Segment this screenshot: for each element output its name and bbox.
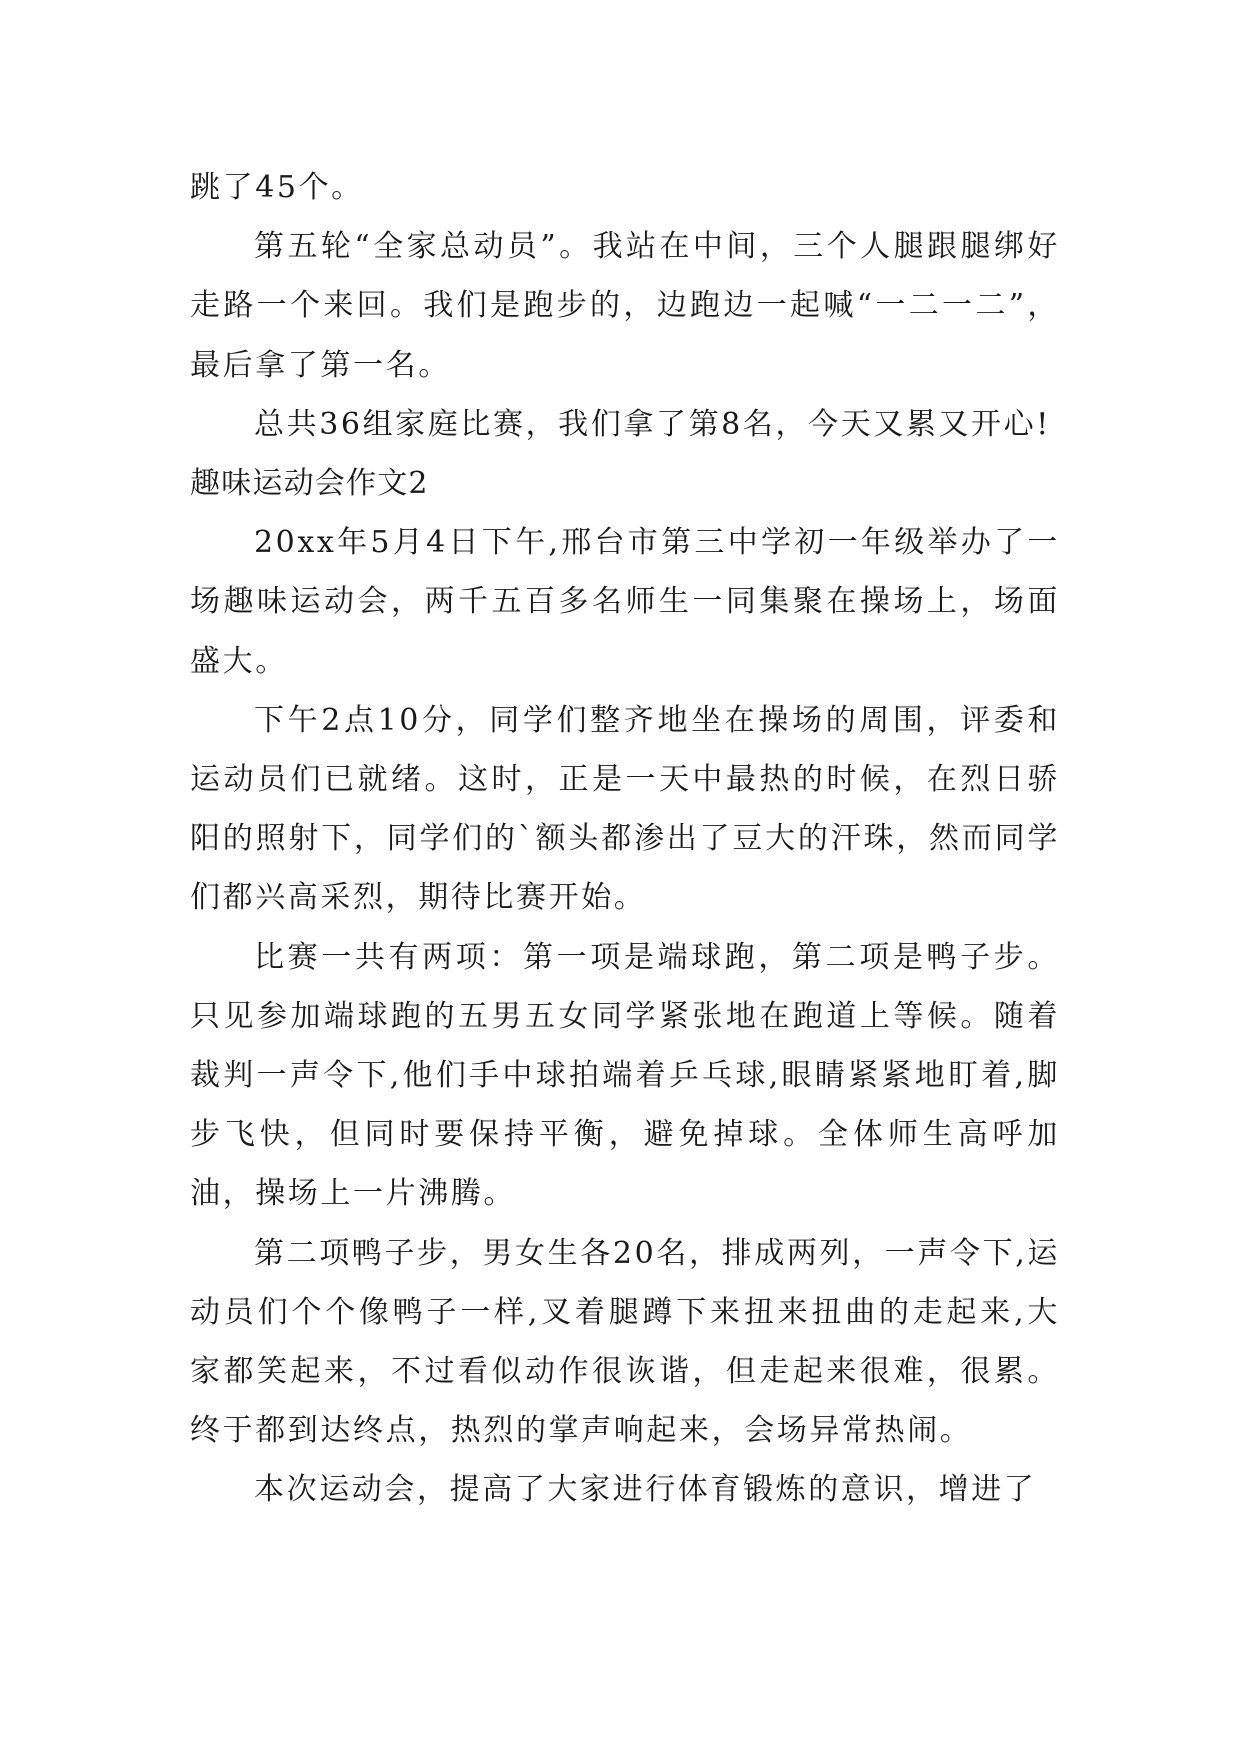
paragraph: 第五轮“全家总动员”。我站在中间，三个人腿跟腿绑好走路一个来回。我们是跑步的，边跑边一起喊“一二一二”，最后拿了第一名。 (190, 229, 1060, 383)
section-heading: 趣味运动会作文2 (190, 466, 429, 502)
paragraph: 第二项鸭子步，男女生各20名，排成两列，一声令下,运动员们个个像鸭子一样,叉着腿蹲下来扭来扭曲的走起来,大家都笑起来，不过看似动作很诙谐，但走起来很难，很累。终于都到达终点，热烈的掌声响起来，会场异常热闹。 (190, 1235, 1060, 1449)
paragraph: 总共36组家庭比赛，我们拿了第8名，今天又累又开心! (254, 406, 1051, 442)
paragraph: 下午2点10分，同学们整齐地坐在操场的周围，评委和运动员们已就绪。这时，正是一天中最热的时候，在烈日骄阳的照射下，同学们的`额头都渗出了豆大的汗珠，然而同学们都兴高采烈，期待比赛开始。 (190, 702, 1060, 916)
document-body (190, 158, 1060, 1520)
paragraph: 本次运动会，提高了大家进行体育锻炼的意识，增进了 (254, 1472, 1037, 1508)
paragraph-continuation: 跳了45个。 (190, 170, 364, 205)
paragraph: 20xx年5月4日下午,邢台市第三中学初一年级举办了一场趣味运动会，两千五百多名师生一同集聚在操场上，场面盛大。 (190, 525, 1060, 679)
paragraph: 比赛一共有两项：第一项是端球跑，第二项是鸭子步。只见参加端球跑的五男五女同学紧张地在跑道上等候。随着裁判一声令下,他们手中球拍端着乒乓球,眼睛紧紧地盯着,脚步飞快，但同时要保持平衡，避免掉球。全体师生高呼加油，操场上一片沸腾。 (190, 939, 1060, 1212)
